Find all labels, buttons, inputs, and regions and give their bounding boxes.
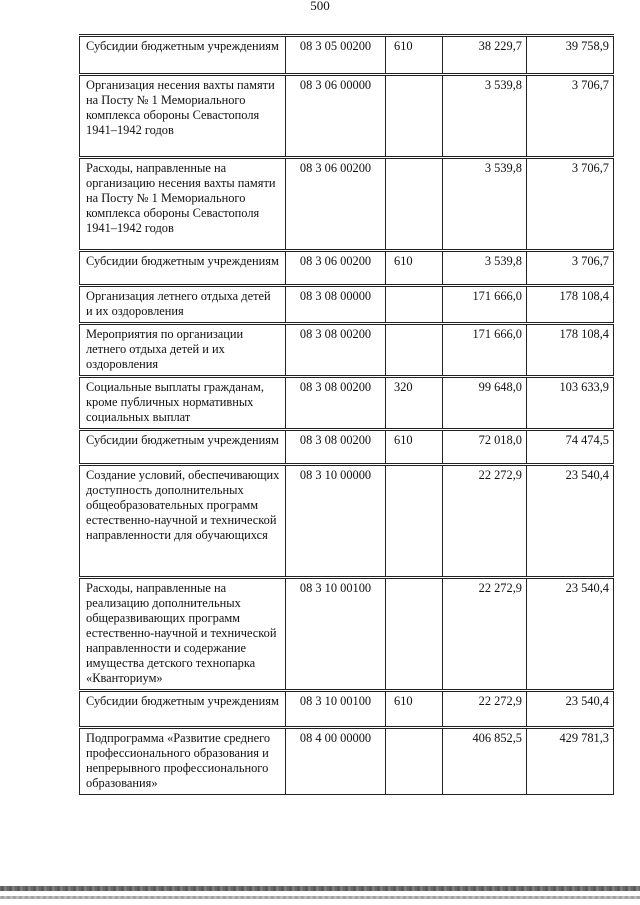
row-name-cell: Организация летнего отдыха детей и их оздоровления	[80, 286, 286, 324]
table-body	[80, 36, 614, 795]
row-expense-type-cell	[386, 158, 443, 251]
row-expense-type-cell	[386, 578, 443, 691]
row-name-cell: Расходы, направленные на реализацию дополнительных общеразвивающих программ естественно-научной и технической направленности и содержание имущества детского технопарка «Кванториум»	[80, 578, 286, 691]
row-code-cell: 08 3 10 00100	[286, 578, 386, 691]
row-amount-year1-cell: 22 272,9	[443, 691, 527, 728]
table-row	[80, 578, 614, 691]
row-code-cell: 08 3 06 00200	[286, 251, 386, 286]
row-name-cell: Создание условий, обеспечивающих доступность дополнительных общеобразовательных программ естественно-научной и технической направленности для обучающихся	[80, 465, 286, 578]
table-row	[80, 36, 614, 75]
row-amount-year1-cell: 72 018,0	[443, 430, 527, 465]
row-name-cell: Субсидии бюджетным учреждениям	[80, 36, 286, 75]
row-amount-year2-cell: 3 706,7	[527, 251, 614, 286]
row-amount-year2-cell: 178 108,4	[527, 286, 614, 324]
row-expense-type-cell: 610	[386, 251, 443, 286]
row-amount-year1-cell: 406 852,5	[443, 728, 527, 795]
table-row	[80, 377, 614, 430]
row-amount-year1-cell: 3 539,8	[443, 251, 527, 286]
table-row	[80, 728, 614, 795]
row-name-cell: Субсидии бюджетным учреждениям	[80, 251, 286, 286]
table-row	[80, 465, 614, 578]
row-code-cell: 08 3 08 00200	[286, 324, 386, 377]
row-amount-year2-cell: 39 758,9	[527, 36, 614, 75]
row-code-cell: 08 3 06 00200	[286, 158, 386, 251]
row-amount-year2-cell: 103 633,9	[527, 377, 614, 430]
table-row	[80, 691, 614, 728]
row-code-cell: 08 3 08 00000	[286, 286, 386, 324]
row-amount-year2-cell: 429 781,3	[527, 728, 614, 795]
row-expense-type-cell: 610	[386, 691, 443, 728]
row-name-cell: Субсидии бюджетным учреждениям	[80, 691, 286, 728]
row-amount-year1-cell: 22 272,9	[443, 465, 527, 578]
row-name-cell: Организация несения вахты памяти на Посту № 1 Мемориального комплекса обороны Севастополя 1941–1942 годов	[80, 75, 286, 158]
row-amount-year2-cell: 23 540,4	[527, 578, 614, 691]
row-code-cell: 08 3 08 00200	[286, 377, 386, 430]
row-amount-year2-cell: 178 108,4	[527, 324, 614, 377]
row-amount-year1-cell: 38 229,7	[443, 36, 527, 75]
budget-table	[79, 34, 614, 795]
row-name-cell: Расходы, направленные на организацию несения вахты памяти на Посту № 1 Мемориального комплекса обороны Севастополя 1941–1942 годов	[80, 158, 286, 251]
row-amount-year2-cell: 3 706,7	[527, 75, 614, 158]
row-name-cell: Мероприятия по организации летнего отдыха детей и их оздоровления	[80, 324, 286, 377]
row-amount-year2-cell: 23 540,4	[527, 691, 614, 728]
row-code-cell: 08 3 10 00100	[286, 691, 386, 728]
row-amount-year2-cell: 23 540,4	[527, 465, 614, 578]
row-amount-year1-cell: 3 539,8	[443, 158, 527, 251]
table-row	[80, 286, 614, 324]
row-code-cell: 08 3 10 00000	[286, 465, 386, 578]
row-amount-year1-cell: 171 666,0	[443, 286, 527, 324]
page-number: 500	[310, 0, 330, 13]
table-row	[80, 251, 614, 286]
row-amount-year1-cell: 99 648,0	[443, 377, 527, 430]
row-code-cell: 08 3 08 00200	[286, 430, 386, 465]
scan-edge-artifact	[0, 886, 640, 891]
row-code-cell: 08 3 06 00000	[286, 75, 386, 158]
row-amount-year2-cell: 3 706,7	[527, 158, 614, 251]
row-amount-year1-cell: 171 666,0	[443, 324, 527, 377]
table-row	[80, 75, 614, 158]
row-expense-type-cell	[386, 286, 443, 324]
row-code-cell: 08 3 05 00200	[286, 36, 386, 75]
row-expense-type-cell	[386, 728, 443, 795]
row-expense-type-cell: 320	[386, 377, 443, 430]
row-code-cell: 08 4 00 00000	[286, 728, 386, 795]
row-name-cell: Подпрограмма «Развитие среднего профессионального образования и непрерывного профессионального образования»	[80, 728, 286, 795]
row-amount-year1-cell: 3 539,8	[443, 75, 527, 158]
row-amount-year2-cell: 74 474,5	[527, 430, 614, 465]
row-name-cell: Социальные выплаты гражданам, кроме публичных нормативных социальных выплат	[80, 377, 286, 430]
row-name-cell: Субсидии бюджетным учреждениям	[80, 430, 286, 465]
row-amount-year1-cell: 22 272,9	[443, 578, 527, 691]
row-expense-type-cell	[386, 465, 443, 578]
row-expense-type-cell: 610	[386, 430, 443, 465]
scan-edge-artifact-secondary	[0, 896, 640, 899]
table-row	[80, 430, 614, 465]
row-expense-type-cell	[386, 324, 443, 377]
table-row	[80, 324, 614, 377]
row-expense-type-cell: 610	[386, 36, 443, 75]
table-row	[80, 158, 614, 251]
row-expense-type-cell	[386, 75, 443, 158]
